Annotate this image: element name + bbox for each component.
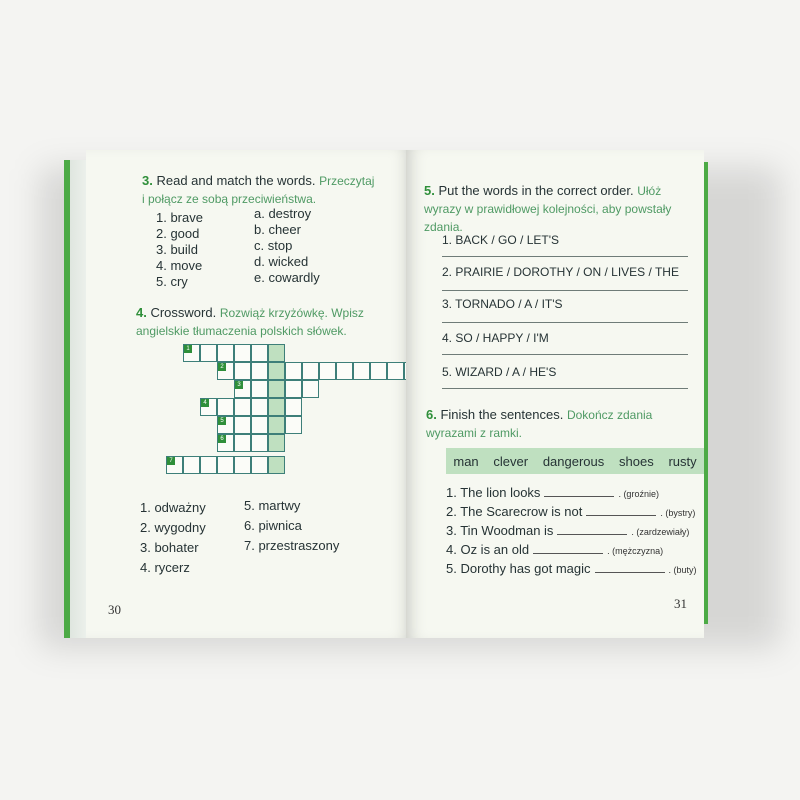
list-item: 7. przestraszony <box>244 538 340 553</box>
exercise-3-instruction-pl-2: i połącz ze sobą przeciwieństwa. <box>142 192 317 206</box>
crossword-cell[interactable] <box>251 416 268 434</box>
crossword-cell[interactable] <box>234 456 251 474</box>
crossword-cell[interactable] <box>268 456 285 474</box>
sentence-text: 5. Dorothy has got magic <box>446 561 591 576</box>
crossword-cell[interactable] <box>285 416 302 434</box>
exercise-3-left-words <box>156 210 203 290</box>
sentence-text: 4. Oz is an old <box>446 542 530 557</box>
crossword-cell[interactable] <box>217 344 234 362</box>
crossword-cell[interactable] <box>217 456 234 474</box>
sentence-hint: . (buty) <box>668 565 697 575</box>
crossword-cell[interactable] <box>302 362 319 380</box>
crossword-cell[interactable] <box>234 344 251 362</box>
list-item: 3. bohater <box>140 540 199 555</box>
crossword-cell[interactable] <box>268 416 285 434</box>
list-item: d. wicked <box>254 254 309 269</box>
crossword-clues-left <box>140 498 206 578</box>
crossword-cell[interactable] <box>251 456 268 474</box>
crossword-cell[interactable] <box>251 362 268 380</box>
list-item: 5. WIZARD / A / HE'S <box>442 365 557 379</box>
crossword-cell[interactable] <box>217 416 234 434</box>
sentence-hint: . (groźnie) <box>618 489 659 499</box>
crossword-cell[interactable] <box>200 456 217 474</box>
list-item: 5. cry <box>156 274 188 289</box>
sentence-row <box>446 560 708 579</box>
crossword-clue-number: 1 <box>184 345 192 353</box>
crossword-clue-number: 6 <box>218 435 226 443</box>
crossword-clue-number: 5 <box>218 417 226 425</box>
exercise-4-title: Crossword. <box>150 305 217 320</box>
crossword-clue-number: 7 <box>167 457 175 465</box>
crossword-cell[interactable] <box>302 380 319 398</box>
answer-line <box>442 322 688 323</box>
list-item: 4. move <box>156 258 203 273</box>
word-box <box>446 448 704 474</box>
crossword-cell[interactable] <box>336 362 353 380</box>
crossword-cell[interactable] <box>285 380 302 398</box>
crossword-cell[interactable] <box>251 344 268 362</box>
page-number-left: 30 <box>108 602 121 617</box>
right-page <box>406 150 704 638</box>
sentence-text: 3. Tin Woodman is <box>446 523 554 538</box>
crossword-cell[interactable] <box>268 398 285 416</box>
list-item: e. cowardly <box>254 270 320 285</box>
exercise-5-instruction-pl: Ułóż <box>637 184 662 198</box>
exercise-3-title: Read and match the words. <box>156 173 316 188</box>
crossword-cell[interactable] <box>183 456 200 474</box>
list-item: 6. piwnica <box>244 518 302 533</box>
exercise-6-instruction-pl: Dokończ zdania <box>566 408 653 422</box>
crossword-cell[interactable] <box>217 398 234 416</box>
answer-line <box>442 290 688 291</box>
list-item: 1. BACK / GO / LET'S <box>442 233 559 247</box>
list-item: a. destroy <box>254 206 312 221</box>
crossword-grid <box>166 344 406 484</box>
sentence-row <box>446 541 708 560</box>
exercise-6-title: Finish the sentences. <box>440 407 564 422</box>
crossword-cell[interactable] <box>183 344 200 362</box>
list-item: 3. build <box>156 242 198 257</box>
sentence-row <box>446 484 708 503</box>
exercise-5-instruction-pl-3: zdania. <box>424 220 463 234</box>
crossword-cell[interactable] <box>268 434 285 452</box>
exercise-5-title: Put the words in the correct order. <box>438 183 634 198</box>
crossword-cell[interactable] <box>217 434 234 452</box>
exercise-4-instruction-pl: Rozwiąż krzyżówkę. Wpisz <box>219 306 364 320</box>
crossword-cell[interactable] <box>200 398 217 416</box>
list-item: 1. brave <box>156 210 203 225</box>
sentence-row <box>446 503 708 522</box>
answer-line <box>442 354 688 355</box>
word-box-item: dangerous <box>542 453 605 469</box>
blank-line <box>533 553 603 554</box>
crossword-clue-number: 4 <box>201 399 209 407</box>
crossword-cell[interactable] <box>370 362 387 380</box>
answer-line <box>442 388 688 389</box>
crossword-cell[interactable] <box>319 362 336 380</box>
sentence-hint: . (mężczyzna) <box>607 546 664 556</box>
exercise-3-instruction-pl: Przeczytaj <box>319 174 375 188</box>
crossword-clue-number: 2 <box>218 363 226 371</box>
word-box-item: man <box>453 453 479 469</box>
crossword-cell[interactable] <box>234 398 251 416</box>
crossword-cell[interactable] <box>251 434 268 452</box>
left-page <box>86 150 412 638</box>
crossword-cell[interactable] <box>285 362 302 380</box>
sentence-hint: . (zardzewiały) <box>631 527 690 537</box>
list-item: 4. SO / HAPPY / I'M <box>442 331 549 345</box>
list-item: c. stop <box>254 238 293 253</box>
crossword-cell[interactable] <box>166 456 183 474</box>
crossword-cell[interactable] <box>268 362 285 380</box>
exercise-6-instruction-pl-2: wyrazami z ramki. <box>426 426 523 440</box>
crossword-cell[interactable] <box>353 362 370 380</box>
crossword-cell[interactable] <box>234 380 251 398</box>
crossword-cell[interactable] <box>387 362 404 380</box>
word-box-item: shoes <box>619 453 654 469</box>
exercise-3-number: 3. <box>142 173 153 188</box>
word-box-item: rusty <box>668 453 697 469</box>
crossword-clues-right <box>244 496 339 556</box>
blank-line <box>557 534 627 535</box>
crossword-clue-number: 3 <box>235 381 243 389</box>
blank-line <box>595 572 665 573</box>
crossword-cell[interactable] <box>200 344 217 362</box>
exercise-6-number: 6. <box>426 407 437 422</box>
exercise-4-number: 4. <box>136 305 147 320</box>
crossword-cell[interactable] <box>251 398 268 416</box>
list-item: b. cheer <box>254 222 301 237</box>
exercise-4-heading <box>136 304 396 340</box>
blank-line <box>544 496 614 497</box>
crossword-cell[interactable] <box>217 362 234 380</box>
word-box-item: clever <box>493 453 529 469</box>
list-item: 5. martwy <box>244 498 301 513</box>
list-item: 2. wygodny <box>140 520 206 535</box>
sentence-hint: . (bystry) <box>660 508 696 518</box>
list-item: 2. PRAIRIE / DOROTHY / ON / LIVES / THE <box>442 265 679 279</box>
sentence-row <box>446 522 708 541</box>
crossword-cell[interactable] <box>234 434 251 452</box>
list-item: 2. good <box>156 226 200 241</box>
sentence-text: 1. The lion looks <box>446 485 541 500</box>
exercise-5-heading <box>424 182 694 236</box>
crossword-cell[interactable] <box>234 362 251 380</box>
exercise-5-number: 5. <box>424 183 435 198</box>
list-item: 4. rycerz <box>140 560 190 575</box>
page-number-right: 31 <box>674 596 687 611</box>
crossword-cell[interactable] <box>268 344 285 362</box>
exercise-6-heading <box>426 406 696 442</box>
list-item: 1. odważny <box>140 500 206 515</box>
list-item: 3. TORNADO / A / IT'S <box>442 297 563 311</box>
crossword-cell[interactable] <box>268 380 285 398</box>
answer-line <box>442 256 688 257</box>
sentences-list <box>446 484 708 579</box>
blank-line <box>586 515 656 516</box>
crossword-cell[interactable] <box>285 398 302 416</box>
exercise-4-instruction-pl-2: angielskie tłumaczenia polskich słówek. <box>136 324 347 338</box>
exercise-5-instruction-pl-2: wyrazy w prawidłowej kolejności, aby powstały <box>424 202 672 216</box>
sentence-text: 2. The Scarecrow is not <box>446 504 583 519</box>
exercise-3-heading <box>142 172 382 208</box>
exercise-3-right-words <box>254 206 320 286</box>
crossword-cell[interactable] <box>251 380 268 398</box>
crossword-cell[interactable] <box>234 416 251 434</box>
